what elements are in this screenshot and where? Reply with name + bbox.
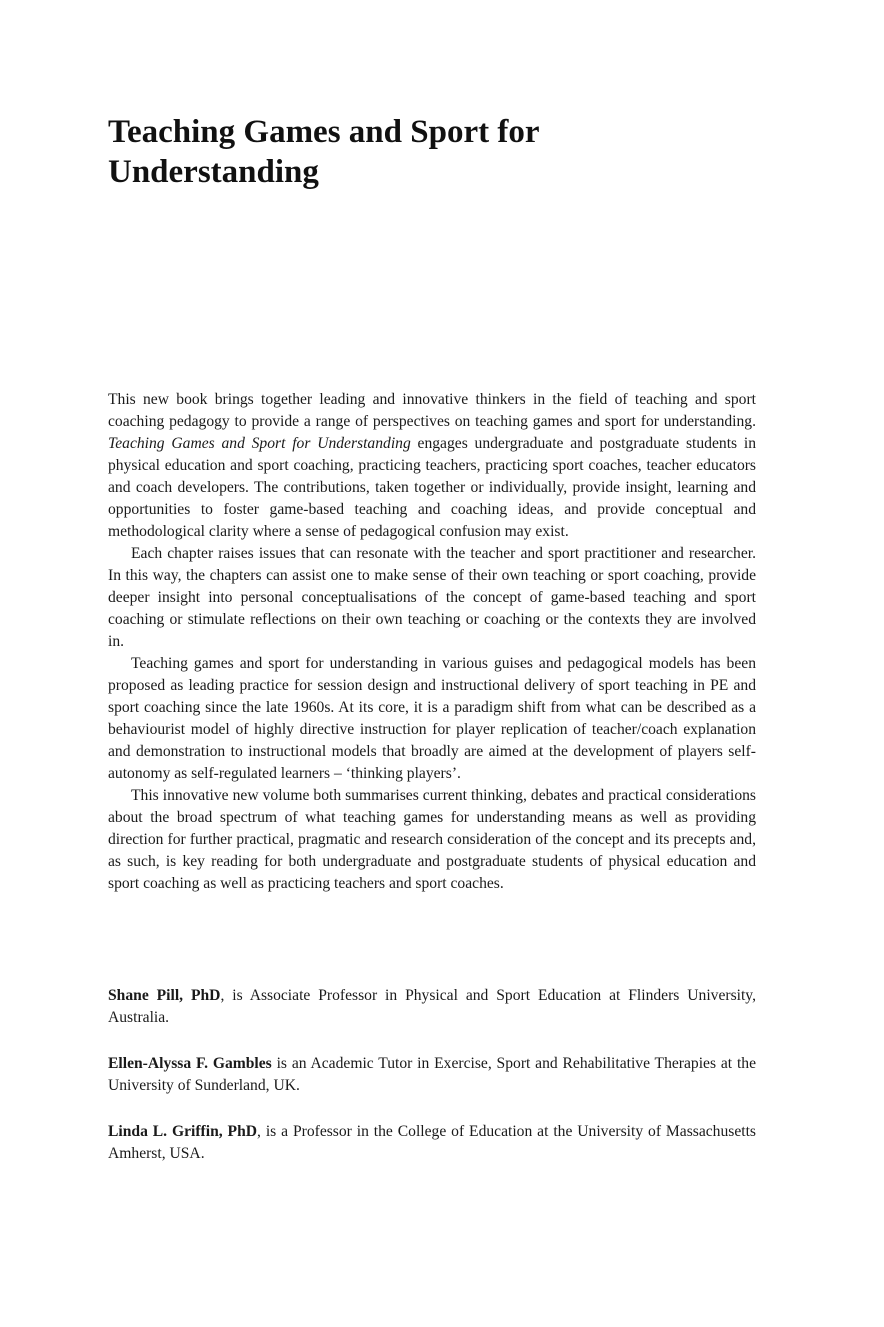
book-title-line-1: Teaching Games and Sport for — [108, 114, 540, 150]
description-paragraph-1 — [108, 389, 756, 543]
author-name-1: Shane Pill, PhD — [108, 987, 221, 1004]
author-bio-3 — [108, 1121, 756, 1165]
description-p1-text-a: This new book brings together leading and innovative thinkers in the field of teaching and sport coaching pedagogy to provide a range of perspectives on teaching games and sport for understanding. — [108, 391, 756, 430]
author-bio-text-2: is an Academic Tutor in Exercise, Sport and Rehabilitative Therapies at the University of Sunderland, UK. — [108, 1055, 756, 1094]
author-bio-2 — [108, 1053, 756, 1097]
book-description — [108, 389, 756, 895]
book-title-line-2: Understanding — [108, 154, 319, 190]
description-p1-italic-title: Teaching Games and Sport for Understanding — [108, 435, 411, 452]
author-bio-text-1: , is Associate Professor in Physical and Sport Education at Flinders University, Australia. — [108, 987, 756, 1026]
description-paragraph-2: Each chapter raises issues that can resonate with the teacher and sport practitioner and researcher. In this way, the chapters can assist one to make sense of their own teaching or sport coaching, provide deeper insight into personal conceptualisations of the concept of game-based teaching and sport coaching or stimulate reflections on their own teaching or coaching or the contexts they are involved in. — [108, 545, 756, 650]
description-p1-text-b: engages undergraduate and postgraduate students in physical education and sport coaching, practicing teachers, practicing sport coaches, teacher educators and coach developers. The contributions, taken together or individually, provide insight, learning and opportunities to foster game-based teaching and coaching ideas, and provide conceptual and methodological clarity where a sense of pedagogical confusion may exist. — [108, 435, 756, 540]
description-paragraph-4: This innovative new volume both summarises current thinking, debates and practical considerations about the broad spectrum of what teaching games for understanding means as well as providing direction for further practical, pragmatic and research consideration of the concept and its precepts and, as such, is key reading for both undergraduate and postgraduate students of physical education and sport coaching as well as practicing teachers and sport coaches. — [108, 787, 756, 892]
description-paragraph-3: Teaching games and sport for understanding in various guises and pedagogical models has been proposed as leading practice for session design and instructional delivery of sport teaching in PE and sport coaching since the late 1960s. At its core, it is a paradigm shift from what can be described as a behaviourist model of highly directive instruction for player replication of teacher/coach explanation and demonstration to instructional models that broadly are aimed at the development of players self-autonomy as self-regulated learners – ‘thinking players’. — [108, 655, 756, 782]
book-title — [108, 112, 668, 192]
author-name-2: Ellen-Alyssa F. Gambles — [108, 1055, 272, 1072]
author-bio-1 — [108, 985, 756, 1029]
author-bio-text-3: , is a Professor in the College of Education at the University of Massachusetts Amherst, USA. — [108, 1123, 756, 1162]
author-name-3: Linda L. Griffin, PhD — [108, 1123, 258, 1140]
